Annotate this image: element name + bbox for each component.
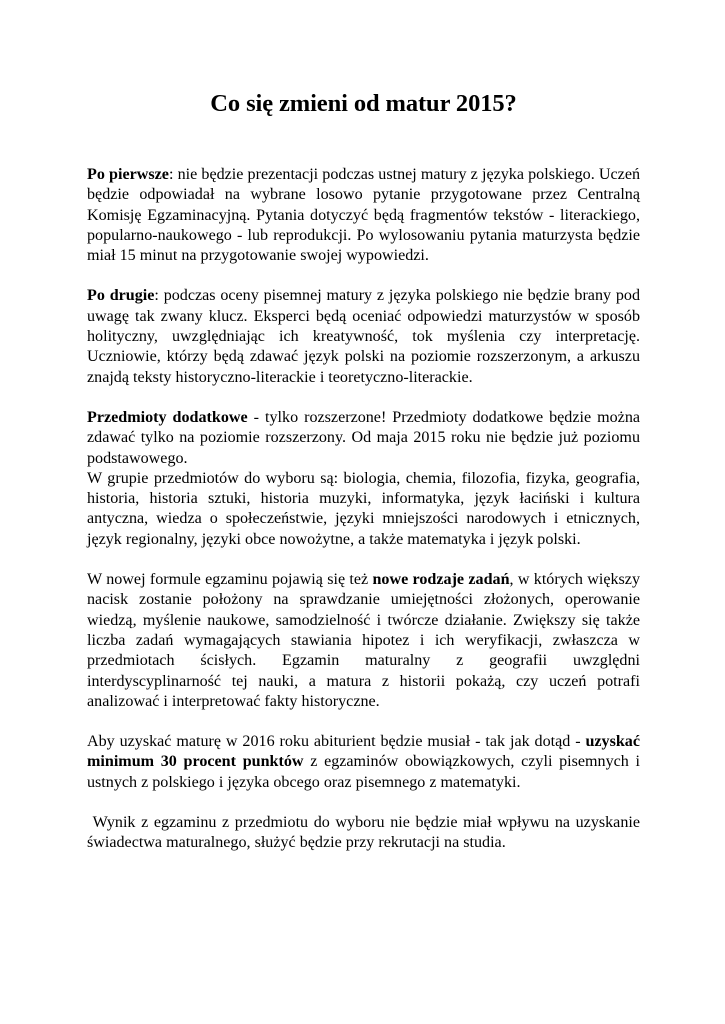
paragraph-second-lead: Po drugie <box>87 287 155 305</box>
document-page <box>87 88 640 854</box>
paragraph-elective-result-text: Wynik z egzaminu z przedmiotu do wyboru nie będzie miał wpływu na uzyskanie świadectwa maturalnego, służyć będzie przy rekrutacji na studia. <box>87 814 640 852</box>
paragraph-second <box>87 286 640 387</box>
paragraph-second-text: : podczas oceny pisemnej matury z języka polskiego nie będzie brany pod uwagę tak zwany klucz. Eksperci będą oceniać odpowiedzi maturzystów w sposób holityczny, uwzględniając ich kreatywność, tok myślenia czy interpretację. Uczniowie, którzy będą zdawać język polski na poziomie rozszerzonym, a arkuszu znajdą teksty historyczno-literackie i teoretyczno-literackie. <box>87 287 640 386</box>
paragraph-new-tasks-bold: nowe rodzaje zadań <box>372 571 510 589</box>
page-title: Co się zmieni od matur 2015? <box>210 90 517 117</box>
paragraph-new-tasks-before: W nowej formule egzaminu pojawią się też <box>87 571 373 589</box>
paragraph-first-text: : nie będzie prezentacji podczas ustnej matury z języka polskiego. Uczeń będzie odpowiadał na wybrane losowo pytanie przygotowane przez Centralną Komisję Egzaminacyjną. Pytania dotyczyć będą fragmentów tekstów - literackiego, popularno-naukowego - lub reprodukcji. Po wylosowaniu pytania maturzysta będzie miał 15 minut na przygotowanie swojej wypowiedzi. <box>87 166 641 265</box>
paragraph-requirements-bold: uzyskać minimum 30 procent punktów <box>87 733 640 771</box>
paragraph-elective-result <box>87 813 640 854</box>
paragraph-requirements <box>87 732 640 793</box>
paragraph-additional-subjects-text: - tylko rozszerzone! Przedmioty dodatkowe będzie można zdawać tylko na poziomie rozszerzony. Od maja 2015 roku nie będzie już poziomu podstawowego. <box>87 408 641 467</box>
paragraph-first-lead: Po pierwsze <box>87 166 169 183</box>
paragraph-additional-subjects-lead: Przedmioty dodatkowe <box>87 408 248 426</box>
paragraph-requirements-before: Aby uzyskać maturę w 2016 roku abiturient będzie musiał - tak jak dotąd - <box>87 733 586 751</box>
paragraph-new-tasks <box>87 570 640 712</box>
paragraph-requirements-after: z egzaminów obowiązkowych, czyli pisemnych i ustnych z polskiego i języka obcego oraz pisemnego z matematyki. <box>87 753 640 791</box>
paragraph-new-tasks-after: , w których większy nacisk zostanie położony na sprawdzanie umiejętności złożonych, operowanie wiedzą, myślenie naukowe, samodzielność i twórcze działanie. Zwiększy się także liczba zadań wymagających stawiania hipotez i ich weryfikacji, zwłaszcza w przedmiotach ścisłych. Egzamin maturalny z geografii uwzględni interdyscyplinarność tej nauki, a matura z historii pokażą, czy uczeń potrafi analizować i interpretować fakty historyczne. <box>87 571 640 710</box>
paragraph-first <box>87 165 640 266</box>
paragraph-additional-subjects <box>87 408 640 469</box>
paragraph-subject-list: W grupie przedmiotów do wyboru są: biologia, chemia, filozofia, fizyka, geografia, historia, historia sztuki, historia muzyki, informatyka, język łaciński i kultura antyczna, wiedza o społeczeństwie, języki mniejszości narodowych i etnicznych, język regionalny, języki obce nowożytne, a także matematyka i język polski. <box>87 469 640 548</box>
